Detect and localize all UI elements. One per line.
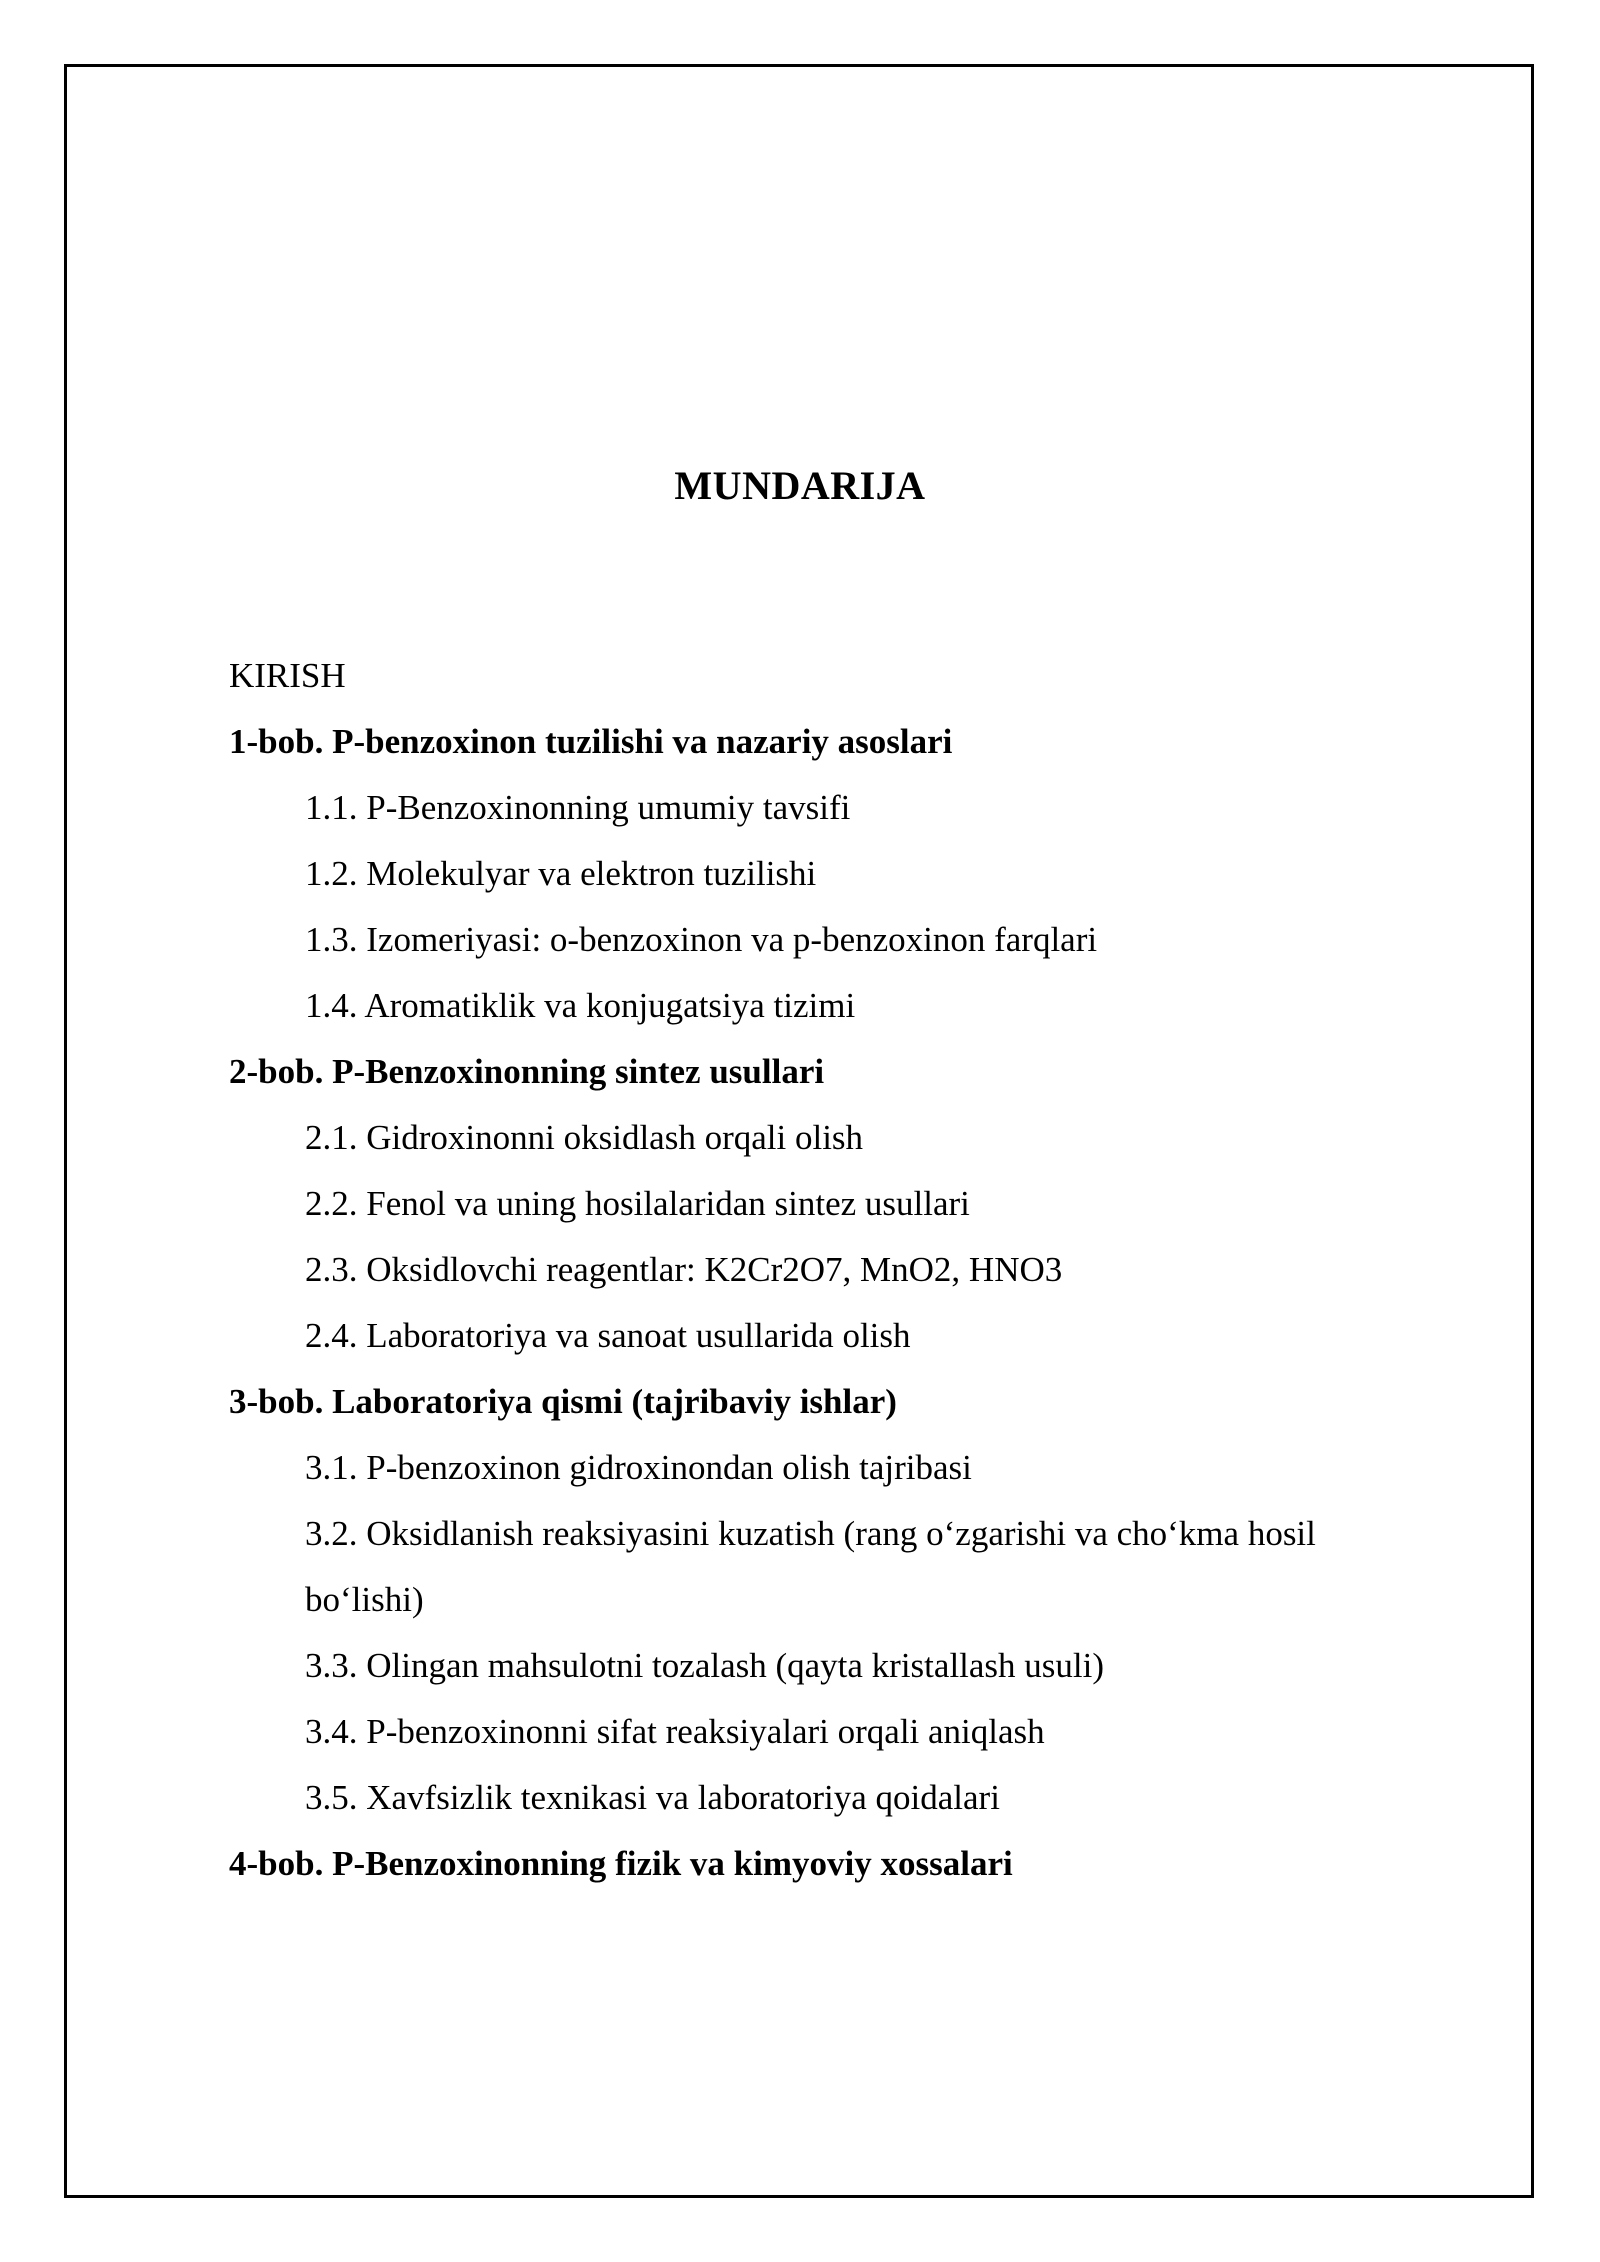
toc-section-2-1: 2.1. Gidroxinonni oksidlash orqali olish	[305, 1118, 864, 1157]
toc-section-1-2: 1.2. Molekulyar va elektron tuzilishi	[305, 854, 817, 893]
toc-section-2-2: 2.2. Fenol va uning hosilalaridan sintez usullari	[305, 1184, 970, 1223]
toc-section-2-3: 2.3. Oksidlovchi reagentlar: K2Cr2O7, MnO2, HNO3	[305, 1250, 1063, 1289]
toc-chapter-1: 1-bob. P-benzoxinon tuzilishi va nazariy asoslari	[229, 722, 953, 761]
page-title: MUNDARIJA	[674, 463, 926, 508]
toc-section-1-4: 1.4. Aromatiklik va konjugatsiya tizimi	[305, 986, 856, 1025]
toc-chapter-4: 4-bob. P-Benzoxinonning fizik va kimyoviy xossalari	[229, 1844, 1013, 1883]
toc-section-3-4: 3.4. P-benzoxinonni sifat reaksiyalari orqali aniqlash	[305, 1712, 1045, 1751]
toc-section-3-1: 3.1. P-benzoxinon gidroxinondan olish tajribasi	[305, 1448, 972, 1487]
toc-section-3-5: 3.5. Xavfsizlik texnikasi va laboratoriya qoidalari	[305, 1778, 1000, 1817]
toc-section-3-3: 3.3. Olingan mahsulotni tozalash (qayta kristallash usuli)	[305, 1646, 1105, 1685]
toc-intro: KIRISH	[229, 656, 346, 695]
toc-section-2-4: 2.4. Laboratoriya va sanoat usullarida olish	[305, 1316, 911, 1355]
table-of-contents	[229, 643, 1409, 1897]
toc-chapter-2: 2-bob. P-Benzoxinonning sintez usullari	[229, 1052, 825, 1091]
toc-chapter-3: 3-bob. Laboratoriya qismi (tajribaviy ishlar)	[229, 1382, 897, 1421]
toc-section-1-1: 1.1. P-Benzoxinonning umumiy tavsifi	[305, 788, 851, 827]
toc-section-3-2: 3.2. Oksidlanish reaksiyasini kuzatish (rang o‘zgarishi va cho‘kma hosil bo‘lishi)	[305, 1514, 1316, 1619]
toc-section-1-3: 1.3. Izomeriyasi: o-benzoxinon va p-benzoxinon farqlari	[305, 920, 1098, 959]
